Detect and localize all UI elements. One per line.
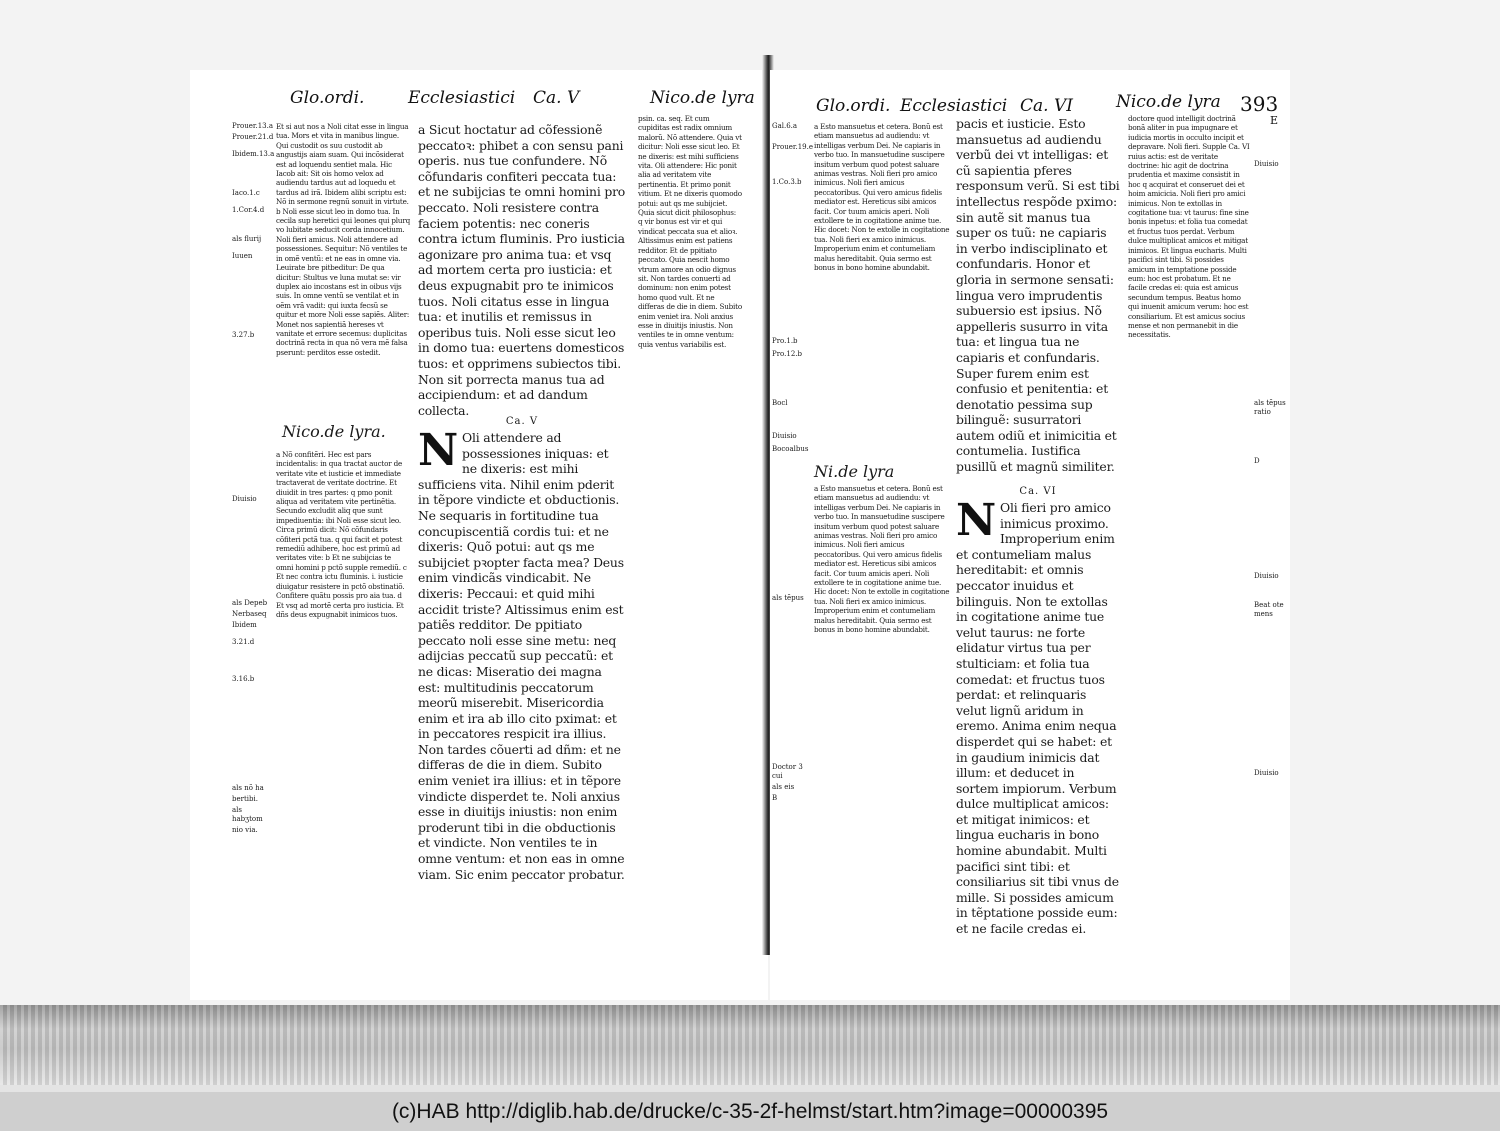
left-main-column-top — [418, 122, 626, 418]
right-outer-margin-references — [1254, 160, 1288, 820]
margin-ref: bertibi. — [232, 795, 258, 803]
margin-ref: Gal.6.a — [772, 122, 798, 130]
margin-ref: Pro.12.b — [772, 350, 802, 358]
margin-ref: Diuisio — [1254, 572, 1279, 580]
margin-ref: Doctor 3 cui — [772, 763, 803, 780]
left-lyra-label-block — [282, 420, 412, 450]
margin-ref: als Depeb — [232, 599, 268, 607]
left-page — [190, 70, 768, 1000]
lyra-text: a Nõ confitẽri. Hec est pars incidentalis: in qua tractat auctor de veritate vite et iusticie et immediate tractaverat de veritate doctrine. Et diuidit in tres partes: q pmo ponit aliqua ad veritatem vite pertinẽtia. Secundo excludit aliq que sunt impediuentia: ibi Noli esse sicut leo. Circa primũ dicit: Nõ cõfundaris cõfiteri pctã tua. q qui facit et potest remediũ adhibere, hoc est primũ ad veritates vite: b Et ne subijcias te omni homini p pctõ supple remediũ. c Et nec contra ictu fluminis. i. iusticie diuigatur resistere in pctõ obstinatiõ. Confitere quãtu possis pro aia tua. d Et vsq ad mortẽ certa pro iusticia. Et dñs deus expugnabit inimicos tuos. — [276, 450, 407, 619]
margin-ref: nio via. — [232, 826, 258, 834]
left-head-chapter: Ca. V — [533, 88, 580, 108]
margin-ref: als flurij — [232, 235, 262, 243]
lyra-subhead: Ni.de lyra — [814, 462, 895, 481]
margin-ref: Diuisio — [1254, 160, 1279, 168]
lyra-subhead: Nico.de lyra. — [282, 422, 386, 441]
left-head-gloss: Glo.ordi. — [290, 88, 365, 108]
left-commentary-column — [638, 114, 742, 822]
right-head-gloss: Glo.ordi. — [816, 96, 891, 116]
right-head-book: Ecclesiastici — [900, 96, 1008, 116]
margin-ref: Prouer.13.a — [232, 122, 274, 130]
main-text: Oli attendere ad possessiones iniquas: et ne dixeris: est mihi sufficiens vita. Nihil enim pderit in tẽpore vindicte et obductionis. Ne sequaris in fortitudine tua concupiscentiã cordis tui: et ne dixeris: Quõ potui: aut qs me subijciet pꝛopter facta mea? Deus enim vindicãs vindicabit. Ne dixeris: Peccaui: et quid mihi accidit triste? Altissimus enim est patiẽs redditor. De ppitiato peccato noli esse sine metu: neq adijcias peccatũ sup peccatũ: et ne dicas: Miseratio dei magna est: multitudinis peccatorum meorũ miserebit. Misericordia enim et ira ab illo cito pximat: et in peccatores respicit ira illius. Non tardes cõuerti ad dñm: et ne differas de die in diem. Subito enim veniet ira illius: et in tẽpore vindicte disperdet te. Noli anxius esse in diuitijs iniustis: non enim proderunt tibi in die obductionis et vindicte. Non ventiles te in omne ventum: et non eas in omne viam. Sic enim peccator probatur. — [418, 430, 625, 882]
right-lyra-label-block — [814, 460, 950, 484]
main-text: pacis et iusticie. Esto mansuetus ad audiendu verbũ dei vt intelligas: et cũ sapientia pferes responsum verũ. Si est tibi intellectus respõde pximo: sin autẽ sit manus tua super os tuũ: ne capiaris in verbo indisciplinato et confundaris. Honor et gloria in sermone sensati: lingua vero imprudentis subuersio est ipsius. Nõ appelleris susurro in vita tua: et lingua tua ne capiaris et confundaris. Super furem enim est confusio et penitentia: et denotatio pessima sup bilinguẽ: susurratori autem odiũ et inimicitia et contumelia. Iustifica pusillũ et magnũ similiter. — [956, 116, 1120, 475]
margin-ref: 1.Cor.4.d — [232, 206, 265, 214]
margin-ref: Beat ote mens — [1254, 601, 1284, 618]
margin-ref: Bocoalbus — [772, 445, 809, 453]
commentary-text: psin. ca. seq. Et cum cupiditas est radix omnium malorũ. Nõ attendere. Quia vt dicitur: Noli esse sicut leo. Et ne dixeris: est mihi sufficiens vita. Oli attendere: Hic ponit alia ad veritatem vite pertinentia. Et primo ponit vitium. Et ne dixeris quomodo potui: aut qs me subijciet. Quia sicut dicit philosophus: q vir bonus est vir et qui vindicat peccata sua et alioꝛ. Altissimus enim est patiens redditor. Et de ppitiato peccato. Quia nescit homo vtrum amore an odio dignus sit. Non tardes conuerti ad dominum: non enim potest homo quod vult. Et ne differas de die in diem. Subito enim veniet ira. Noli anxius esse in diuitijs iniustis. Non ventiles te in omne ventum: quia ventus variabilis est. — [638, 114, 742, 349]
attribution-text: (c)HAB http://diglib.hab.de/drucke/c-35-2f-helmst/start.htm?image=00000395 — [391, 1099, 1109, 1123]
left-head-lyra: Nico.de lyra — [650, 88, 755, 108]
right-head-lyra: Nico.de lyra — [1116, 92, 1221, 112]
margin-ref: Ibidem — [232, 621, 257, 629]
right-page — [770, 70, 1290, 1000]
right-margin-references — [772, 122, 813, 822]
main-text: a Sicut hoctatur ad cõfessionẽ peccatoꝛ: phibet a con sensu pani operis. nus tue confundere. Nõ cõfundaris confiteri peccata tua: et ne subijcias te omni homini pro peccato. Noli resistere contra faciem potentis: nec coneris contra ictum fluminis. Pro iusticia agonizare pro anima tua: et vsq ad mortem certa pro iusticia: et deus expugnabit pro te inimicos tuos. Noli citatus esse in lingua tua: et inutilis et remissus in operibus tuis. Noli esse sicut leo in domo tua: euertens domesticos tuos: et opprimens subiectos tibi. Non sit porrecta manus tua ad accipiendum: et ad dandum collecta. — [418, 122, 626, 418]
left-head-book: Ecclesiastici — [408, 88, 516, 108]
margin-ref: Iaco.1.c — [232, 189, 260, 197]
margin-ref: als eis — [772, 783, 795, 791]
margin-ref: B — [772, 794, 778, 802]
scanner-bed-edge — [0, 1005, 1500, 1085]
margin-ref: 3.27.b — [232, 331, 255, 339]
gloss-text: a Esto mansuetus et cetera. Bonũ est etiam mansuetus ad audiendu: vt intelligas verbum Dei. Ne capiaris in verbo tuo. In mansuetudine suscipere insitum verbum quod potest saluare animas vestras. Noli fieri pro amico inimicus. Noli fieri amicus peccatoribus. Qui vero amicus fidelis mediator est. Hereticus sibi amicos facit. Cor tuum amicis aperi. Noli extollere te in cogitatione anime tue. Hic docet: Non te extolle in cogitatione tua. Noli fieri ex amico inimicus. Improperium enim et contumeliam malus hereditabit. Quia sermo est bonus in bono homine abundabit. — [814, 484, 950, 635]
left-margin-references — [232, 122, 275, 834]
margin-ref: Diuisio — [232, 495, 257, 503]
commentary-text: doctore quod intelligit doctrinã bonã aliter in pua impugnare et iudicia mortis in occulto incipit et depravare. Noli fieri. Supple Ca. VI ruius actis: est de veritate doctrine: hic agit de doctrina prudentia et maxime consistit in hoc q acquirat et conseruet dei et hoim amicicia. Noli fieri pro amici inimicus. Non te extollas in cogitatione tua: vt taurus: fine sine bonis inpetus: et folia tua comedat et fructus tuos perdat. Verbum dulce multiplicat amicos et mitigat inimicos. Et lingua eucharis. Multi pacifici sint tibi. Si possides amicum in temptatione posside eum: hoc est probatum. Et ne facile credas ei: quia est amicus secundum tempus. Beatus homo qui inuenit amicum verum: hoc est consiliarium. Et est amicus socius mense et non permanebit in die necessitatis. — [1128, 114, 1250, 340]
attribution-bar — [0, 1092, 1500, 1131]
margin-ref: als habʒtom — [232, 806, 263, 823]
left-lyra-column — [276, 450, 410, 822]
right-gloss-column-lower — [814, 484, 950, 814]
margin-ref: 3.21.d — [232, 638, 255, 646]
folio-letter: E — [1270, 114, 1279, 127]
margin-ref: 1.Co.3.b — [772, 178, 802, 186]
left-gloss-column — [276, 122, 410, 427]
chapter-mark: Ca. V — [505, 416, 539, 427]
margin-ref: als tẽpus — [772, 594, 804, 602]
margin-ref: Pro.1.b — [772, 337, 798, 345]
margin-ref: D — [1254, 457, 1260, 465]
margin-ref: Diuisio — [1254, 769, 1279, 777]
main-text: Oli fieri pro amico inimicus proximo. Improperium enim et contumeliam malus hereditabit: et omnis peccator inuidus et bilinguis. Non te extollas in cogitatione anime tue velut taurus: ne forte elidatur virtus tua per stulticiam: et folia tua comedat: et fructus tuos perdat: et relinquaris velut lignũ aridum in eremo. Anima enim nequa disperdet qui se habet: et in gaudium inimicis dat illum: et deducet in sortem impiorum. Verbum dulce multiplicat amicos: et mitigat inimicos: et lingua eucharis in bono homine abundabit. Multi pacifici sint tibi: et consiliarius sit tibi vnus de mille. Si possides amicum in tẽptatione posside eum: et ne facile credas ei. — [956, 500, 1119, 937]
gloss-text: Et si aut nos a Noli citat esse in lingua tua. Mors et vita in manibus lingue. Qui custodit os suu custodit ab angustijs aiam suam. Qui incõsiderat est ad loquendu sentiet mala. Hic Iacob ait: Sit ois homo velox ad audiendu tardus aut ad loquedu et tardus ad irã. Ibidem alibi scriptu est: Nõ in sermone regnũ sonuit in virtute. b Noli esse sicut leo in domo tua. In cecila sup heretici qui leones qui plurq vo lubitate seducit corda innocetium. Noli fieri amicus. Noli attendere ad possessiones. Sequitur: Nõ ventiles te in omẽ ventũ: et ne eas in omne via. Leuirate bre pitbeditur: De qua dicitur: Stultus ve luna mutat se: vir duplex aio incostans est in oibus vijs suis. In omne ventũ se ventilat et in oẽm vrã vadit: qui iuxta fecsũ se quitur et more Noli esse sapiẽs. Aliter: Monet nos sapientiã hereses vt vanitate et errore secemus: duplicitas doctrinã recta in qua nõ vera mẽ falsa pserunt: perditos esse ostedit. — [276, 122, 410, 357]
margin-ref: Diuisio — [772, 432, 797, 440]
margin-ref: als tẽpus ratio — [1254, 399, 1286, 416]
drop-capital-n: N — [956, 495, 997, 546]
margin-ref: Ibidem.13.a — [232, 150, 275, 158]
margin-ref: Nerbaseq — [232, 610, 267, 618]
drop-capital-n: N — [418, 425, 459, 476]
right-main-column-top — [956, 116, 1120, 486]
margin-ref: 3.16.b — [232, 675, 255, 683]
right-head-chapter: Ca. VI — [1020, 96, 1073, 116]
margin-ref: als nõ ha — [232, 784, 264, 792]
right-main-column-bottom — [956, 495, 1120, 937]
gloss-text: a Esto mansuetus et cetera. Bonũ est etiam mansuetus ad audiendu: vt intelligas verbum Dei. Ne capiaris in verbo tuo. In mansuetudine suscipere insitum verbum quod potest saluare animas vestras. Noli fieri pro amico inimicus. Noli fieri amicus peccatoribus. Qui vero amicus fidelis mediator est. Hereticus sibi amicos facit. Cor tuum amicis aperi. Noli extollere te in cogitatione anime tue. Hic docet: Non te extolle in cogitatione tua. Noli fieri ex amico inimicus. Improperium enim et contumeliam malus hereditabit. Quia sermo est bonus in bono homine abundabit. — [814, 122, 950, 273]
margin-ref: Prouer.21.d — [232, 133, 274, 141]
margin-ref: Prouer.19.e — [772, 143, 813, 151]
folio-number: 393 — [1240, 92, 1279, 116]
margin-ref: Bocl — [772, 399, 788, 407]
left-main-column-bottom — [418, 425, 626, 882]
right-gloss-column — [814, 122, 950, 452]
right-commentary-column — [1128, 114, 1250, 818]
margin-ref: Iuuen — [232, 252, 253, 260]
chapter-mark: Ca. VI — [1019, 486, 1057, 497]
